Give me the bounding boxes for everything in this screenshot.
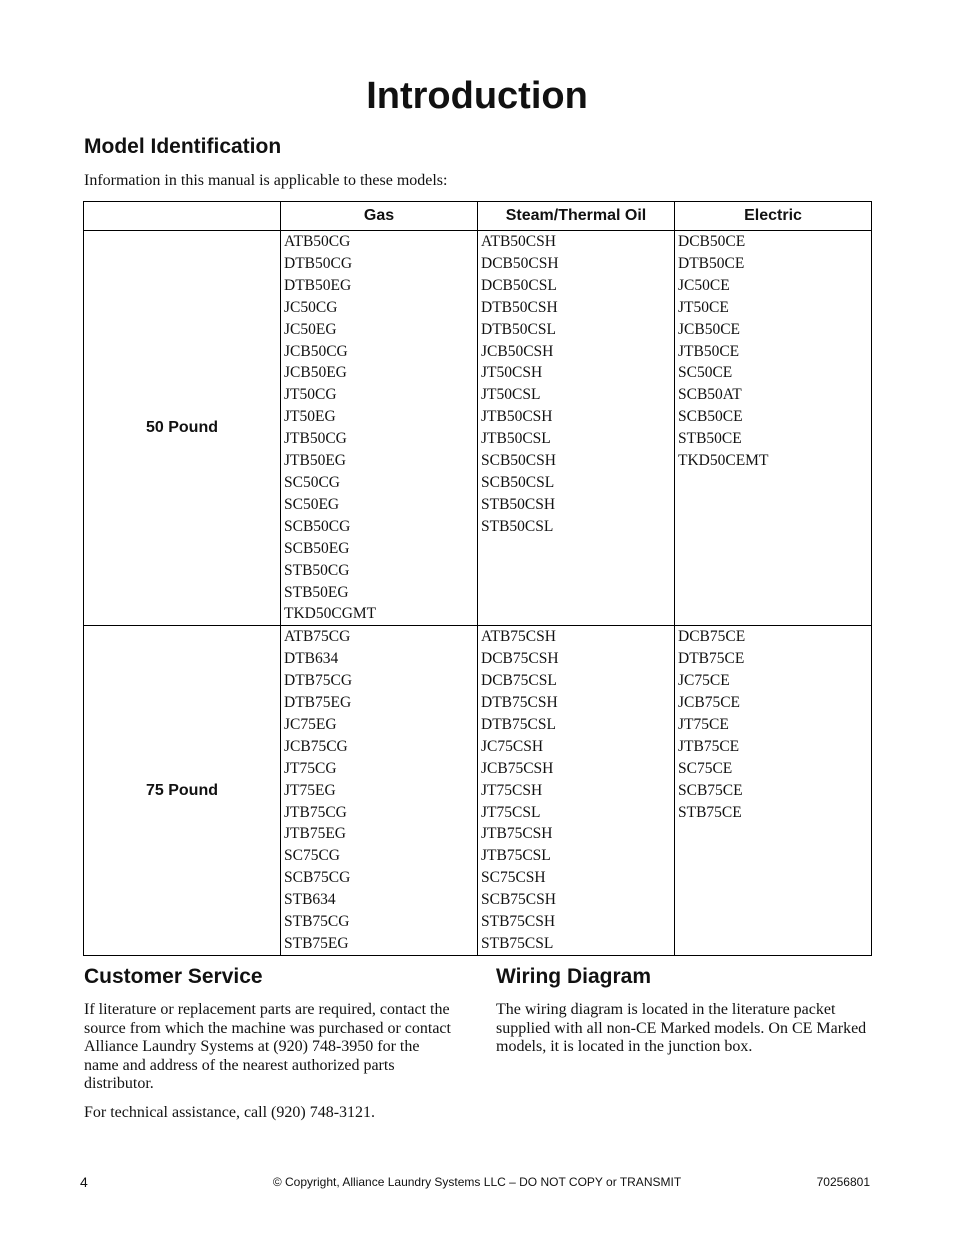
model-number: ATB75CSH bbox=[481, 628, 556, 646]
wiring-diagram-heading: Wiring Diagram bbox=[496, 965, 651, 988]
model-number: JT75CSL bbox=[481, 803, 541, 821]
model-number: SCB50CG bbox=[284, 517, 351, 535]
model-number: DTB50EG bbox=[284, 276, 352, 294]
page-title: Introduction bbox=[366, 75, 588, 117]
model-number: JCB50EG bbox=[284, 364, 347, 382]
model-number: DTB634 bbox=[284, 650, 339, 668]
group-label-50-pound: 50 Pound bbox=[84, 231, 281, 626]
column-header-blank bbox=[84, 202, 281, 231]
gas-models-50-pound bbox=[281, 231, 478, 626]
model-number: JTB50CG bbox=[284, 430, 347, 448]
model-number: JT50CSH bbox=[481, 364, 543, 382]
gas-models-75-pound bbox=[281, 626, 478, 956]
model-number: JT50CSL bbox=[481, 386, 541, 404]
table-row-75-pound bbox=[84, 626, 872, 956]
model-number: DCB75CSH bbox=[481, 650, 559, 668]
model-number: JCB50CG bbox=[284, 342, 348, 360]
model-number: JC75CE bbox=[678, 672, 730, 690]
model-number: STB50CSL bbox=[481, 517, 554, 535]
model-number: JTB75CSH bbox=[481, 825, 553, 843]
model-number: JT50CE bbox=[678, 298, 729, 316]
electric-models-50-pound bbox=[675, 231, 872, 626]
model-number: SC50EG bbox=[284, 495, 340, 513]
model-number: DTB75CG bbox=[284, 672, 353, 690]
model-number: JT75CE bbox=[678, 715, 729, 733]
model-number: JTB75EG bbox=[284, 825, 346, 843]
model-number: STB75CSH bbox=[481, 913, 556, 931]
model-number: DCB75CSL bbox=[481, 672, 557, 690]
model-number: SC50CE bbox=[678, 364, 733, 382]
model-number: SC75CSH bbox=[481, 869, 546, 887]
model-number: SCB50AT bbox=[678, 386, 742, 404]
model-number: JTB50CE bbox=[678, 342, 740, 360]
model-number: JC50EG bbox=[284, 320, 337, 338]
model-number: JCB75CG bbox=[284, 737, 348, 755]
model-number: JT50CG bbox=[284, 386, 337, 404]
model-number: JT75CSH bbox=[481, 781, 543, 799]
model-number: JTB75CG bbox=[284, 803, 347, 821]
model-number: STB75CSL bbox=[481, 935, 554, 952]
footer-document-number: 70256801 bbox=[816, 1175, 870, 1189]
model-number: TKD50CEMT bbox=[678, 452, 769, 470]
model-number: STB50CE bbox=[678, 430, 742, 448]
model-number: JC75CSH bbox=[481, 737, 544, 755]
model-number: STB75CE bbox=[678, 803, 742, 821]
model-number: JT50EG bbox=[284, 408, 336, 426]
model-number: STB50EG bbox=[284, 583, 349, 601]
model-number: JT75EG bbox=[284, 781, 336, 799]
model-number: JCB50CE bbox=[678, 320, 741, 338]
model-number: DTB50CG bbox=[284, 254, 353, 272]
steam-models-50-pound bbox=[478, 231, 675, 626]
model-number: SCB50CSL bbox=[481, 473, 555, 491]
model-number: STB50CG bbox=[284, 561, 350, 579]
model-number: DCB50CSL bbox=[481, 276, 557, 294]
model-number: DTB75CSH bbox=[481, 694, 558, 712]
page-number: 4 bbox=[80, 1174, 88, 1190]
model-number: SC75CG bbox=[284, 847, 340, 865]
model-number: JTB75CE bbox=[678, 737, 740, 755]
model-number: JC50CG bbox=[284, 298, 338, 316]
model-number: ATB75CG bbox=[284, 628, 351, 646]
customer-service-paragraph: If literature or replacement parts are required, contact the source from which the machine was purchased or contact Alliance Laundry Systems at (920) 748-3950 for the name and address of the nearest authorized parts distributor. bbox=[84, 1001, 451, 1093]
models-table-header-row bbox=[84, 202, 872, 231]
model-number: SCB75CE bbox=[678, 781, 743, 799]
model-number: SC50CG bbox=[284, 473, 340, 491]
customer-service-heading: Customer Service bbox=[84, 965, 263, 988]
model-number: DTB50CSH bbox=[481, 298, 558, 316]
model-number: DTB75CE bbox=[678, 650, 745, 668]
model-number: JCB75CSH bbox=[481, 759, 554, 777]
model-number: ATB50CSH bbox=[481, 233, 556, 250]
model-number: JCB50CSH bbox=[481, 342, 554, 360]
footer-copyright: © Copyright, Alliance Laundry Systems LLC – DO NOT COPY or TRANSMIT bbox=[272, 1175, 682, 1189]
model-number: DCB50CSH bbox=[481, 254, 559, 272]
model-identification-intro: Information in this manual is applicable to these models: bbox=[84, 172, 448, 189]
model-number: DCB50CE bbox=[678, 233, 746, 250]
column-header-steam-thermal-oil: Steam/Thermal Oil bbox=[478, 202, 675, 231]
group-label-75-pound: 75 Pound bbox=[84, 626, 281, 956]
model-number: TKD50CGMT bbox=[284, 605, 377, 623]
model-number: ATB50CG bbox=[284, 233, 351, 250]
model-number: DTB50CE bbox=[678, 254, 745, 272]
model-number: JT75CG bbox=[284, 759, 337, 777]
column-header-gas: Gas bbox=[281, 202, 478, 231]
model-number: JCB75CE bbox=[678, 694, 741, 712]
models-table bbox=[83, 201, 872, 956]
model-number: DTB75EG bbox=[284, 694, 352, 712]
model-number: STB75EG bbox=[284, 935, 349, 952]
column-header-electric: Electric bbox=[675, 202, 872, 231]
model-number: DCB75CE bbox=[678, 628, 746, 646]
electric-models-75-pound bbox=[675, 626, 872, 956]
model-number: STB75CG bbox=[284, 913, 350, 931]
model-number: JTB50CSH bbox=[481, 408, 553, 426]
model-number: SCB50CSH bbox=[481, 452, 556, 470]
model-number: SCB75CSH bbox=[481, 891, 556, 909]
model-number: JTB50CSL bbox=[481, 430, 551, 448]
steam-models-75-pound bbox=[478, 626, 675, 956]
model-number: DTB50CSL bbox=[481, 320, 556, 338]
table-row-50-pound bbox=[84, 231, 872, 626]
wiring-diagram-paragraph: The wiring diagram is located in the literature packet supplied with all non-CE Marked models. On CE Marked models, it is located in the junction box. bbox=[496, 1001, 867, 1056]
model-number: JTB50EG bbox=[284, 452, 346, 470]
model-identification-heading: Model Identification bbox=[84, 135, 282, 158]
model-number: JC75EG bbox=[284, 715, 337, 733]
model-number: STB50CSH bbox=[481, 495, 556, 513]
model-number: JC50CE bbox=[678, 276, 730, 294]
model-number: STB634 bbox=[284, 891, 336, 909]
model-number: DTB75CSL bbox=[481, 715, 556, 733]
model-number: SCB50EG bbox=[284, 539, 350, 557]
model-number: SC75CE bbox=[678, 759, 733, 777]
model-number: SCB75CG bbox=[284, 869, 351, 887]
model-number: JTB75CSL bbox=[481, 847, 551, 865]
technical-assistance-paragraph: For technical assistance, call (920) 748-3121. bbox=[84, 1104, 376, 1121]
model-number: SCB50CE bbox=[678, 408, 743, 426]
